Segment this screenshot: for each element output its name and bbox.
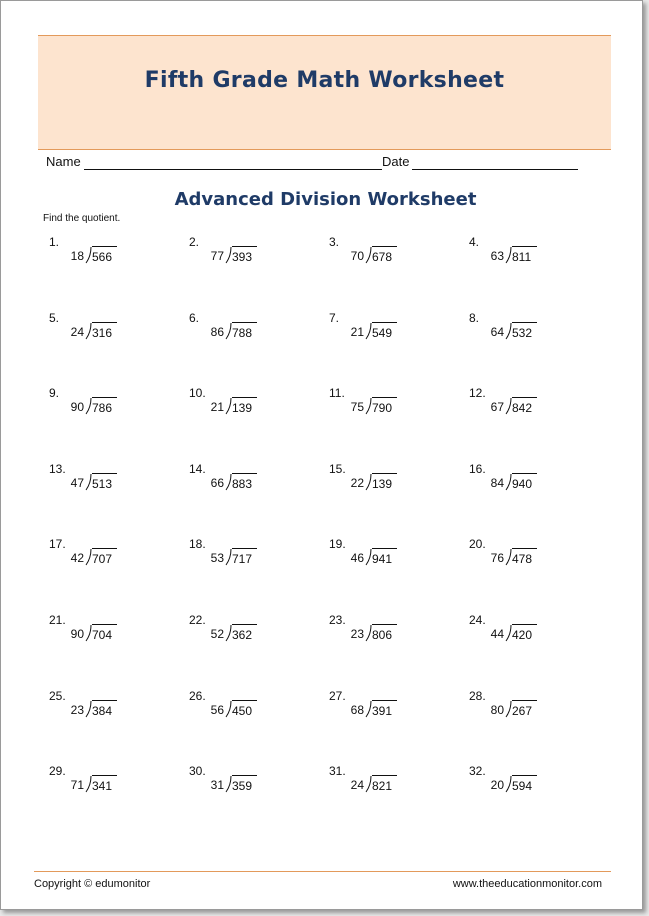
dividend: 384 <box>92 700 117 718</box>
problem-number: 11. <box>329 386 345 401</box>
divisor: 44 <box>490 627 504 641</box>
problem-number: 10. <box>189 386 206 401</box>
division-problem <box>189 235 319 275</box>
problem-number: 5. <box>49 310 60 325</box>
dividend: 391 <box>372 700 397 718</box>
division-problem <box>329 764 459 804</box>
dividend: 359 <box>232 775 257 793</box>
divisor: 86 <box>210 324 224 339</box>
division-problem <box>49 537 179 577</box>
division-problem <box>469 764 599 804</box>
problem-number: 19. <box>329 537 346 552</box>
division-problem <box>189 311 319 351</box>
dividend: 594 <box>512 775 537 793</box>
problem-number: 30. <box>189 764 206 779</box>
problem-number: 13. <box>49 461 66 476</box>
divisor: 84 <box>490 475 504 490</box>
division-problem <box>469 613 599 653</box>
divisor: 53 <box>210 551 224 566</box>
divisor: 23 <box>350 627 364 641</box>
problem-number: 21. <box>49 613 66 627</box>
divisor: 52 <box>210 627 224 641</box>
division-problem <box>189 537 319 577</box>
division-problem <box>329 689 459 729</box>
dividend: 717 <box>232 548 257 566</box>
problem-number: 20. <box>469 537 486 552</box>
divisor: 75 <box>350 400 364 415</box>
dividend: 532 <box>512 322 537 340</box>
name-field-line[interactable] <box>84 169 382 170</box>
name-label: Name <box>46 154 81 169</box>
division-problem <box>329 537 459 577</box>
division-problem <box>49 462 179 502</box>
problem-number: 29. <box>49 764 66 779</box>
division-problem <box>49 235 179 275</box>
problem-number: 18. <box>189 537 206 552</box>
problem-number: 25. <box>49 688 66 703</box>
division-problem <box>189 613 319 653</box>
problem-number: 26. <box>189 688 206 703</box>
problem-number: 14. <box>189 461 206 476</box>
division-problem <box>469 235 599 275</box>
division-problem <box>189 386 319 426</box>
problem-number: 17. <box>49 537 66 552</box>
division-problem <box>49 764 179 804</box>
divisor: 90 <box>70 400 84 415</box>
dividend: 940 <box>512 473 537 491</box>
divisor: 80 <box>490 702 504 717</box>
divisor: 70 <box>350 249 364 263</box>
division-problem <box>329 613 459 653</box>
dividend: 786 <box>92 397 117 415</box>
problem-number: 12. <box>469 386 486 401</box>
problem-number: 2. <box>189 235 200 249</box>
divisor: 64 <box>490 324 504 339</box>
dividend: 790 <box>372 397 397 415</box>
problem-number: 8. <box>469 310 480 325</box>
problem-number: 22. <box>189 613 206 627</box>
problem-number: 7. <box>329 310 340 325</box>
problem-number: 24. <box>469 613 486 627</box>
divisor: 31 <box>210 778 224 793</box>
division-problem <box>49 613 179 653</box>
division-problem <box>189 462 319 502</box>
division-problem <box>49 689 179 729</box>
division-problem <box>469 311 599 351</box>
divisor: 24 <box>350 778 364 793</box>
divisor: 68 <box>350 702 364 717</box>
divisor: 47 <box>70 475 84 490</box>
divisor: 22 <box>350 475 364 490</box>
dividend: 842 <box>512 397 537 415</box>
problem-number: 27. <box>329 688 346 703</box>
division-problem <box>49 311 179 351</box>
dividend: 821 <box>372 775 397 793</box>
division-problem <box>469 386 599 426</box>
dividend: 806 <box>372 624 397 642</box>
divisor: 77 <box>210 249 224 263</box>
dividend: 139 <box>232 397 257 415</box>
dividend: 267 <box>512 700 537 718</box>
divisor: 42 <box>70 551 84 566</box>
problem-number: 31. <box>329 764 346 779</box>
divisor: 56 <box>210 702 224 717</box>
dividend: 420 <box>512 624 537 642</box>
website-link[interactable]: www.theeducationmonitor.com <box>452 878 602 890</box>
footer-divider <box>34 871 611 872</box>
division-problem <box>329 462 459 502</box>
divisor: 24 <box>70 324 84 339</box>
copyright-text: Copyright © edumonitor <box>34 878 151 890</box>
dividend: 707 <box>92 548 117 566</box>
division-problem <box>329 311 459 351</box>
dividend: 362 <box>232 624 257 642</box>
problem-number: 9. <box>49 386 60 401</box>
dividend: 566 <box>92 246 117 264</box>
problem-number: 3. <box>329 235 340 249</box>
dividend: 513 <box>92 473 117 491</box>
division-problem <box>189 689 319 729</box>
divisor: 90 <box>70 627 84 641</box>
dividend: 678 <box>372 246 397 264</box>
date-label: Date <box>382 154 410 169</box>
dividend: 139 <box>372 473 397 491</box>
divisor: 71 <box>70 778 84 793</box>
title-banner <box>38 35 611 150</box>
division-problem <box>469 537 599 577</box>
problem-number: 6. <box>189 310 200 325</box>
dividend: 316 <box>92 322 117 340</box>
divisor: 63 <box>490 249 504 263</box>
division-problem <box>469 462 599 502</box>
division-problem <box>189 764 319 804</box>
dividend: 811 <box>512 246 537 264</box>
divisor: 23 <box>70 702 84 717</box>
instructions: Find the quotient. <box>43 213 121 224</box>
dividend: 478 <box>512 548 537 566</box>
divisor: 76 <box>490 551 504 566</box>
divisor: 46 <box>350 551 364 566</box>
problem-number: 15. <box>329 461 346 476</box>
problem-number: 23. <box>329 613 346 627</box>
dividend: 549 <box>372 322 397 340</box>
division-problem <box>469 689 599 729</box>
division-problem <box>49 386 179 426</box>
divisor: 18 <box>70 249 84 263</box>
dividend: 941 <box>372 548 397 566</box>
divisor: 21 <box>350 324 364 339</box>
divisor: 67 <box>490 400 504 415</box>
date-field-line[interactable] <box>412 169 578 170</box>
dividend: 450 <box>232 700 257 718</box>
dividend: 788 <box>232 322 257 340</box>
divisor: 66 <box>210 475 224 490</box>
page-title: Fifth Grade Math Worksheet <box>144 68 505 93</box>
problem-number: 16. <box>469 461 486 476</box>
division-problem <box>329 386 459 426</box>
dividend: 393 <box>232 246 257 264</box>
problem-number: 1. <box>49 235 60 249</box>
problem-number: 28. <box>469 688 486 703</box>
divisor: 21 <box>210 400 224 415</box>
dividend: 883 <box>232 473 257 491</box>
dividend: 341 <box>92 775 117 793</box>
divisor: 20 <box>490 778 504 793</box>
division-problem <box>329 235 459 275</box>
dividend: 704 <box>92 624 117 642</box>
problem-number: 4. <box>469 235 480 249</box>
worksheet-subtitle: Advanced Division Worksheet <box>174 189 477 210</box>
problem-number: 32. <box>469 764 486 779</box>
student-fields <box>46 154 581 174</box>
